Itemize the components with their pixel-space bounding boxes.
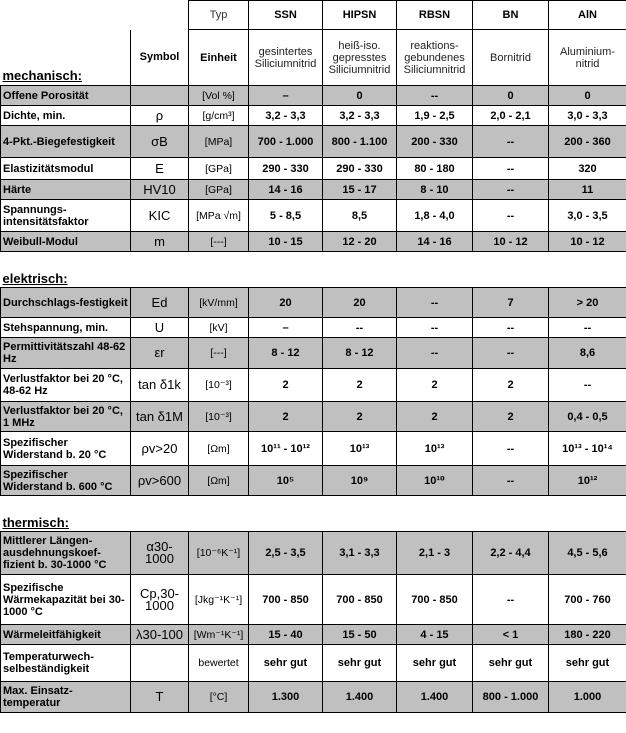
- value-cell: 14 - 16: [249, 180, 323, 200]
- table-row: [1, 532, 626, 575]
- symbol-cell: m: [131, 232, 189, 252]
- value-cell: 10¹²: [549, 466, 626, 496]
- value-cell: sehr gut: [473, 645, 549, 682]
- value-cell: sehr gut: [323, 645, 397, 682]
- value-cell: sehr gut: [549, 645, 626, 682]
- value-cell: --: [473, 126, 549, 158]
- value-cell: 8,5: [323, 200, 397, 232]
- property-label: Permittivitätszahl 48-62 Hz: [1, 338, 131, 369]
- value-cell: 0: [549, 86, 626, 106]
- property-label: Spezifischer Widerstand b. 20 °C: [1, 432, 131, 466]
- value-cell: --: [473, 466, 549, 496]
- unit-cell: [kV/mm]: [189, 288, 249, 318]
- section-title-mechanisch: mechanisch:: [1, 30, 131, 86]
- symbol-cell: σB: [131, 126, 189, 158]
- value-cell: 1.400: [397, 682, 473, 713]
- property-label: Dichte, min.: [1, 106, 131, 126]
- table-row: [1, 682, 626, 713]
- value-cell: 8 - 12: [323, 338, 397, 369]
- value-cell: --: [473, 180, 549, 200]
- unit-cell: [Ωm]: [189, 432, 249, 466]
- property-label: Spannungs-intensitätsfaktor: [1, 200, 131, 232]
- table-row: [1, 200, 626, 232]
- section-row: [1, 268, 626, 288]
- value-cell: 10 - 15: [249, 232, 323, 252]
- value-cell: 2: [323, 402, 397, 432]
- material-header: BN: [473, 1, 549, 30]
- mechanical-section: [1, 86, 626, 252]
- unit-cell: [Vol %]: [189, 86, 249, 106]
- value-cell: 2: [397, 369, 473, 402]
- value-cell: 5 - 8,5: [249, 200, 323, 232]
- value-cell: 10¹³: [397, 432, 473, 466]
- value-cell: 700 - 850: [249, 575, 323, 625]
- value-cell: 200 - 330: [397, 126, 473, 158]
- value-cell: –: [249, 86, 323, 106]
- table-row: [1, 158, 626, 180]
- value-cell: 180 - 220: [549, 625, 626, 645]
- value-cell: 2,0 - 2,1: [473, 106, 549, 126]
- symbol-cell: U: [131, 318, 189, 338]
- value-cell: 15 - 40: [249, 625, 323, 645]
- unit-cell: [MPa √m]: [189, 200, 249, 232]
- property-label: Durchschlags-festigkeit: [1, 288, 131, 318]
- value-cell: 10¹⁰: [397, 466, 473, 496]
- symbol-cell: ρv>20: [131, 432, 189, 466]
- header-row-type: [1, 1, 626, 30]
- table-row: [1, 575, 626, 625]
- value-cell: --: [323, 318, 397, 338]
- value-cell: --: [473, 318, 549, 338]
- value-cell: 800 - 1.000: [473, 682, 549, 713]
- symbol-cell: Ed: [131, 288, 189, 318]
- property-label: Temperaturwech-selbeständigkeit: [1, 645, 131, 682]
- property-label: Mittlerer Längen-ausdehnungskoef-fizient b. 30-1000 °C: [1, 532, 131, 575]
- value-cell: 10¹³ - 10¹⁴: [549, 432, 626, 466]
- value-cell: > 20: [549, 288, 626, 318]
- value-cell: 10⁵: [249, 466, 323, 496]
- symbol-cell: [131, 86, 189, 106]
- header-row-units: [1, 30, 626, 86]
- section-title-thermisch: thermisch:: [2, 515, 69, 530]
- value-cell: 1.000: [549, 682, 626, 713]
- unit-cell: [GPa]: [189, 158, 249, 180]
- value-cell: 10¹³: [323, 432, 397, 466]
- property-label: Wärmeleitfähigkeit: [1, 625, 131, 645]
- value-cell: 200 - 360: [549, 126, 626, 158]
- value-cell: 4 - 15: [397, 625, 473, 645]
- table-row: [1, 126, 626, 158]
- unit-cell: [10⁻⁶K⁻¹]: [189, 532, 249, 575]
- value-cell: 11: [549, 180, 626, 200]
- property-label: Spezifische Wärmekapazität bei 30-1000 °C: [1, 575, 131, 625]
- unit-cell: [10⁻³]: [189, 369, 249, 402]
- property-label: Max. Einsatz-temperatur: [1, 682, 131, 713]
- value-cell: 2: [249, 369, 323, 402]
- symbol-cell: εr: [131, 338, 189, 369]
- symbol-cell: [131, 645, 189, 682]
- table-row: [1, 106, 626, 126]
- value-cell: 290 - 330: [249, 158, 323, 180]
- electrical-section: [1, 288, 626, 496]
- value-cell: 2,1 - 3: [397, 532, 473, 575]
- table-row: [1, 466, 626, 496]
- unit-cell: [kV]: [189, 318, 249, 338]
- value-cell: 2: [397, 402, 473, 432]
- value-cell: 3,0 - 3,3: [549, 106, 626, 126]
- symbol-cell: tan δ1M: [131, 402, 189, 432]
- value-cell: sehr gut: [397, 645, 473, 682]
- value-cell: 7: [473, 288, 549, 318]
- value-cell: 2: [249, 402, 323, 432]
- material-description: gesintertes Siliciumnitrid: [249, 30, 323, 86]
- material-description: reaktions-gebundenes Siliciumnitrid: [397, 30, 473, 86]
- value-cell: 2: [473, 369, 549, 402]
- value-cell: --: [473, 158, 549, 180]
- symbol-cell: ρ: [131, 106, 189, 126]
- value-cell: 20: [323, 288, 397, 318]
- thermal-section: [1, 532, 626, 713]
- value-cell: 14 - 16: [397, 232, 473, 252]
- value-cell: sehr gut: [249, 645, 323, 682]
- symbol-cell: Cp,30-1000: [131, 575, 189, 625]
- value-cell: --: [473, 200, 549, 232]
- property-label: Elastizitätsmodul: [1, 158, 131, 180]
- value-cell: 10⁹: [323, 466, 397, 496]
- unit-cell: [°C]: [189, 682, 249, 713]
- table-row: [1, 180, 626, 200]
- value-cell: --: [397, 338, 473, 369]
- symbol-cell: tan δ1k: [131, 369, 189, 402]
- value-cell: 3,0 - 3,5: [549, 200, 626, 232]
- unit-cell: [Jkg⁻¹K⁻¹]: [189, 575, 249, 625]
- table-row: [1, 625, 626, 645]
- property-label: Verlustfaktor bei 20 °C, 48-62 Hz: [1, 369, 131, 402]
- value-cell: --: [473, 432, 549, 466]
- unit-cell: [---]: [189, 338, 249, 369]
- symbol-cell: λ30-100: [131, 625, 189, 645]
- unit-header: Einheit: [189, 30, 249, 86]
- table-row: [1, 318, 626, 338]
- table-row: [1, 288, 626, 318]
- table-row: [1, 232, 626, 252]
- table-row: [1, 86, 626, 106]
- unit-cell: [Wm⁻¹K⁻¹]: [189, 625, 249, 645]
- unit-cell: [g/cm³]: [189, 106, 249, 126]
- value-cell: 1,9 - 2,5: [397, 106, 473, 126]
- value-cell: 320: [549, 158, 626, 180]
- value-cell: 4,5 - 5,6: [549, 532, 626, 575]
- value-cell: 700 - 850: [323, 575, 397, 625]
- table-row: [1, 645, 626, 682]
- section-row: [1, 512, 626, 532]
- material-header: AlN: [549, 1, 626, 30]
- value-cell: 20: [249, 288, 323, 318]
- value-cell: 3,1 - 3,3: [323, 532, 397, 575]
- value-cell: 2,5 - 3,5: [249, 532, 323, 575]
- value-cell: 700 - 850: [397, 575, 473, 625]
- type-header: Typ: [189, 1, 249, 30]
- value-cell: 12 - 20: [323, 232, 397, 252]
- symbol-cell: HV10: [131, 180, 189, 200]
- table-row: [1, 338, 626, 369]
- value-cell: 10 - 12: [549, 232, 626, 252]
- value-cell: 290 - 330: [323, 158, 397, 180]
- value-cell: < 1: [473, 625, 549, 645]
- value-cell: 2: [473, 402, 549, 432]
- value-cell: 2,2 - 4,4: [473, 532, 549, 575]
- property-label: Stehspannung, min.: [1, 318, 131, 338]
- symbol-cell: T: [131, 682, 189, 713]
- table-row: [1, 432, 626, 466]
- value-cell: --: [397, 318, 473, 338]
- property-label: Verlustfaktor bei 20 °C, 1 MHz: [1, 402, 131, 432]
- value-cell: --: [473, 575, 549, 625]
- value-cell: --: [549, 318, 626, 338]
- value-cell: 80 - 180: [397, 158, 473, 180]
- material-description: heiß-iso. gepresstes Siliciumnitrid: [323, 30, 397, 86]
- value-cell: --: [473, 338, 549, 369]
- unit-cell: [GPa]: [189, 180, 249, 200]
- section-title-elektrisch: elektrisch:: [2, 271, 68, 286]
- value-cell: 8,6: [549, 338, 626, 369]
- value-cell: 800 - 1.100: [323, 126, 397, 158]
- value-cell: 700 - 760: [549, 575, 626, 625]
- value-cell: 3,2 - 3,3: [323, 106, 397, 126]
- property-label: 4-Pkt.-Biegefestigkeit: [1, 126, 131, 158]
- unit-cell: [10⁻³]: [189, 402, 249, 432]
- property-label: Offene Porosität: [1, 86, 131, 106]
- value-cell: 1.400: [323, 682, 397, 713]
- symbol-cell: α30-1000: [131, 532, 189, 575]
- value-cell: 3,2 - 3,3: [249, 106, 323, 126]
- symbol-cell: KIC: [131, 200, 189, 232]
- value-cell: –: [249, 318, 323, 338]
- material-description: Aluminium-nitrid: [549, 30, 626, 86]
- symbol-cell: E: [131, 158, 189, 180]
- table-row: [1, 402, 626, 432]
- value-cell: --: [549, 369, 626, 402]
- value-cell: 0,4 - 0,5: [549, 402, 626, 432]
- symbol-header: Symbol: [131, 30, 189, 86]
- value-cell: 1,8 - 4,0: [397, 200, 473, 232]
- value-cell: 10 - 12: [473, 232, 549, 252]
- unit-cell: [MPa]: [189, 126, 249, 158]
- value-cell: 0: [473, 86, 549, 106]
- unit-cell: [---]: [189, 232, 249, 252]
- property-label: Weibull-Modul: [1, 232, 131, 252]
- symbol-cell: ρv>600: [131, 466, 189, 496]
- value-cell: --: [397, 86, 473, 106]
- unit-cell: bewertet: [189, 645, 249, 682]
- value-cell: 8 - 12: [249, 338, 323, 369]
- value-cell: 10¹¹ - 10¹²: [249, 432, 323, 466]
- value-cell: 0: [323, 86, 397, 106]
- value-cell: 2: [323, 369, 397, 402]
- value-cell: 700 - 1.000: [249, 126, 323, 158]
- value-cell: 15 - 17: [323, 180, 397, 200]
- value-cell: 1.300: [249, 682, 323, 713]
- unit-cell: [Ωm]: [189, 466, 249, 496]
- material-header: RBSN: [397, 1, 473, 30]
- material-header: HIPSN: [323, 1, 397, 30]
- table-row: [1, 369, 626, 402]
- value-cell: 15 - 50: [323, 625, 397, 645]
- property-label: Härte: [1, 180, 131, 200]
- material-description: Bornitrid: [473, 30, 549, 86]
- value-cell: 8 - 10: [397, 180, 473, 200]
- value-cell: --: [397, 288, 473, 318]
- material-header: SSN: [249, 1, 323, 30]
- property-label: Spezifischer Widerstand b. 600 °C: [1, 466, 131, 496]
